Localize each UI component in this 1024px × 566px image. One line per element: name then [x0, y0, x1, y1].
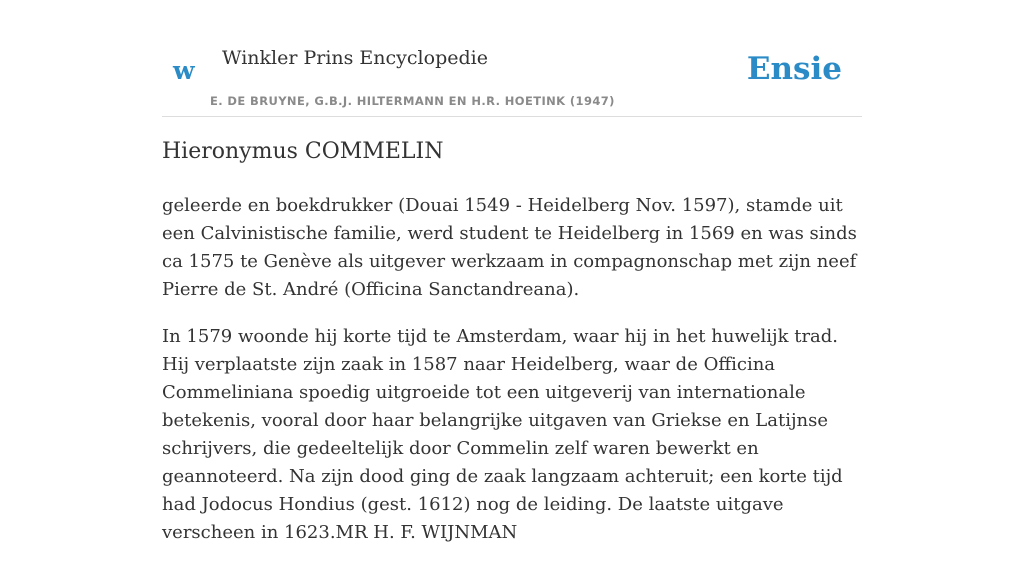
book-title[interactable]: Winkler Prins Encyclopedie	[222, 47, 488, 69]
book-authors: E. DE BRUYNE, G.B.J. HILTERMANN EN H.R. HOETINK (1947)	[210, 94, 615, 108]
source-header	[162, 40, 862, 117]
article-paragraph: geleerde en boekdrukker (Douai 1549 - Heidelberg Nov. 1597), stamde uit een Calvinistische familie, werd student te Heidelberg in 1569 en was sinds ca 1575 te Genève als uitgever werkzaam in compagnonschap met zijn neef Pierre de St. André (Officina Sanctandreana).	[162, 195, 857, 300]
article-body	[162, 192, 864, 566]
ensie-logo-link[interactable]: Ensie	[746, 51, 842, 87]
winkler-prins-logo[interactable]: w	[173, 56, 195, 85]
article-paragraph: In 1579 woonde hij korte tijd te Amsterdam, waar hij in het huwelijk trad. Hij verplaatste zijn zaak in 1587 naar Heidelberg, waar de Officina Commeliniana spoedig uitgroeide tot een uitgeverij van internationale betekenis, vooral door haar belangrijke uitgaven van Griekse en Latijnse schrijvers, die gedeeltelijk door Commelin zelf waren bewerkt en geannoteerd. Na zijn dood ging de zaak langzaam achteruit; een korte tijd had Jodocus Hondius (gest. 1612) nog de leiding. De laatste uitgave verscheen in 1623.MR H. F. WIJNMAN	[162, 326, 843, 543]
article-title: Hieronymus COMMELIN	[162, 139, 444, 164]
